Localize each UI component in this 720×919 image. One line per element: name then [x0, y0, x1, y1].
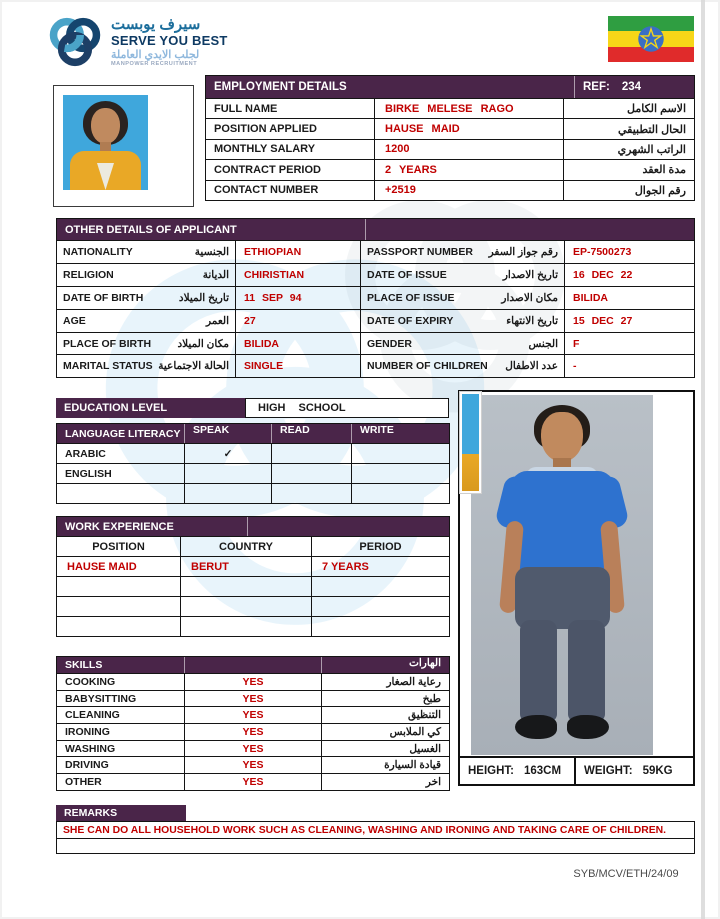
field-value: 11 SEP 94: [235, 287, 361, 309]
col-write: WRITE: [351, 424, 449, 443]
photo-shirt: [511, 471, 614, 575]
other-details-row: [57, 309, 694, 332]
field-value: F: [564, 333, 694, 355]
ref-label: REF:: [583, 81, 610, 93]
full-body-photo-panel: [458, 390, 695, 786]
read-check: [271, 464, 351, 483]
skill-row: [57, 773, 449, 790]
field-label-ar: مدة العقد: [642, 164, 686, 177]
field-value: 16 DEC 22: [564, 264, 694, 286]
employment-row: [206, 159, 694, 179]
position-value: [57, 597, 180, 616]
other-details-row: [57, 332, 694, 355]
skill-arabic: التنظيق: [321, 707, 449, 723]
speak-check: [184, 484, 271, 503]
weight-value: 59KG: [642, 765, 673, 777]
field-label-ar: تاريخ الانتهاء: [506, 314, 558, 327]
passport-photo: [63, 95, 148, 190]
field-label-en: PASSPORT NUMBER: [367, 245, 473, 258]
field-label-ar: تاريخ الاصدار: [502, 268, 558, 281]
period-value: [311, 617, 449, 636]
passport-photo-box: [53, 85, 194, 207]
period-value: [311, 597, 449, 616]
skills-title: SKILLS: [65, 659, 103, 671]
field-label-en: NUMBER OF CHILDREN: [367, 360, 488, 373]
skill-arabic: طبخ: [321, 691, 449, 707]
field-label-ar: الحالة الاجتماعية: [158, 360, 229, 373]
skill-name: COOKING: [65, 675, 116, 688]
skills-header-spacer: [184, 657, 321, 673]
skill-name: WASHING: [65, 742, 116, 755]
logo-arabic-title: سيرف يوبست: [111, 16, 201, 34]
skill-name: IRONING: [65, 725, 110, 738]
field-label-ar: رقم الجوال: [634, 184, 686, 197]
work-experience-header-spacer: [247, 517, 449, 536]
skill-value: YES: [184, 774, 321, 790]
field-value: CHIRISTIAN: [235, 264, 361, 286]
write-check: [351, 484, 449, 503]
field-value: BIRKE MELESE RAGO: [374, 99, 564, 118]
work-experience-row: [57, 616, 449, 636]
employment-row: [206, 118, 694, 138]
language-name: ARABIC: [65, 447, 106, 460]
field-label-ar: الحال التطبيقي: [617, 123, 686, 136]
work-experience-header: [57, 517, 449, 536]
other-details-title: OTHER DETAILS OF APPLICANT: [65, 223, 237, 236]
skill-value: YES: [184, 741, 321, 757]
position-value: [57, 617, 180, 636]
skill-value: YES: [184, 674, 321, 690]
employment-details-header: [206, 76, 694, 98]
other-details-table: [56, 218, 695, 378]
logo-subtitle: MANPOWER RECRUITMENT: [111, 61, 198, 68]
full-body-photo: [471, 395, 653, 755]
write-check: [351, 464, 449, 483]
field-value: SINGLE: [235, 355, 361, 377]
field-value: EP-7500273: [564, 241, 694, 263]
education-level-label: EDUCATION LEVEL: [56, 398, 245, 418]
work-experience-title: WORK EXPERIENCE: [65, 520, 174, 533]
field-label-en: NATIONALITY: [63, 245, 133, 258]
field-value: 15 DEC 27: [564, 310, 694, 332]
field-value: +2519: [374, 181, 564, 200]
field-label-en: AGE: [63, 314, 86, 327]
skill-value: YES: [184, 707, 321, 723]
field-label-ar: العمر: [205, 314, 229, 327]
field-label-en: DATE OF EXPIRY: [367, 314, 454, 327]
other-details-row: [57, 263, 694, 286]
write-check: [351, 444, 449, 463]
work-experience-row: [57, 556, 449, 576]
remarks-text: SHE CAN DO ALL HOUSEHOLD WORK SUCH AS CLEANING, WASHING AND IRONING AND TAKING CARE OF CHILDREN.: [57, 822, 694, 839]
field-value: ETHIOPIAN: [235, 241, 361, 263]
col-period: PERIOD: [311, 537, 449, 556]
field-label-ar: الاسم الكامل: [627, 103, 686, 116]
language-name: [57, 484, 184, 503]
skills-title-arabic: الهارات: [321, 657, 449, 673]
skill-name: DRIVING: [65, 759, 109, 772]
field-value: BILIDA: [564, 287, 694, 309]
skill-name: OTHER: [65, 775, 102, 788]
col-language: LANGUAGE LITERACY: [65, 427, 181, 440]
field-label-ar: عدد الاطفال: [505, 360, 558, 373]
other-details-row: [57, 286, 694, 309]
country-value: [180, 597, 311, 616]
height-cell: [460, 758, 576, 784]
skill-row: [57, 740, 449, 757]
field-value: 1200: [374, 140, 564, 159]
field-label-ar: الديانة: [202, 268, 229, 281]
field-value: HAUSE MAID: [374, 119, 564, 138]
read-check: [271, 484, 351, 503]
col-read: READ: [271, 424, 351, 443]
other-details-row: [57, 240, 694, 263]
read-check: [271, 444, 351, 463]
language-row: [57, 443, 449, 463]
weight-label: WEIGHT:: [584, 765, 633, 777]
language-literacy-header: [57, 424, 449, 443]
employment-details-table: [205, 75, 695, 201]
skill-arabic: كي الملابس: [321, 724, 449, 740]
field-label-ar: مكان الميلاد: [177, 337, 229, 350]
skill-value: YES: [184, 724, 321, 740]
field-value: 2 YEARS: [374, 160, 564, 179]
photo-shoe: [515, 715, 557, 739]
work-experience-columns: [57, 536, 449, 556]
scan-edge: [701, 0, 705, 919]
field-label-en: GENDER: [367, 337, 412, 350]
education-level-bar: [56, 398, 449, 418]
photo-face: [541, 412, 583, 462]
skill-row: [57, 706, 449, 723]
col-country: COUNTRY: [180, 537, 311, 556]
skill-row: [57, 756, 449, 773]
skill-value: YES: [184, 691, 321, 707]
overlapping-photo-edge: [460, 392, 481, 493]
language-row: [57, 463, 449, 483]
skill-arabic: اخر: [321, 774, 449, 790]
skill-row: [57, 673, 449, 690]
speak-check: [184, 464, 271, 483]
skill-name: BABYSITTING: [65, 692, 137, 705]
language-name: ENGLISH: [65, 467, 112, 480]
other-details-header-spacer: [365, 219, 694, 240]
height-value: 163CM: [524, 765, 562, 777]
field-label-en: MONTHLY SALARY: [214, 143, 316, 156]
language-literacy-table: [56, 423, 450, 504]
flag-emblem-icon: [636, 24, 666, 54]
col-position: POSITION: [92, 540, 145, 553]
field-label-en: POSITION APPLIED: [214, 123, 317, 136]
work-experience-row: [57, 576, 449, 596]
field-label-en: MARITAL STATUS: [63, 360, 153, 373]
field-label-ar: تاريخ الميلاد: [178, 291, 229, 304]
other-details-header: [57, 219, 694, 240]
col-speak: SPEAK: [184, 424, 271, 443]
skill-arabic: قيادة السيارة: [321, 757, 449, 773]
country-value: [180, 577, 311, 596]
field-label-en: FULL NAME: [214, 102, 278, 115]
other-details-row: [57, 354, 694, 377]
skills-header: [57, 657, 449, 673]
ref-cell: [574, 76, 694, 98]
employment-row: [206, 139, 694, 159]
field-label-en: RELIGION: [63, 268, 114, 281]
employment-row: [206, 180, 694, 200]
work-experience-row: [57, 596, 449, 616]
employment-header-title: EMPLOYMENT DETAILS: [214, 81, 347, 93]
ethiopia-flag-icon: [608, 16, 694, 62]
logo-title: SERVE YOU BEST: [111, 32, 228, 48]
photo-leg: [568, 620, 605, 722]
skill-value: YES: [184, 757, 321, 773]
period-value: 7 YEARS: [311, 557, 449, 576]
remarks-empty-row: [57, 839, 694, 853]
field-value: 27: [235, 310, 361, 332]
work-experience-table: [56, 516, 450, 637]
field-label-ar: مكان الاصدار: [501, 291, 558, 304]
field-value: -: [564, 355, 694, 377]
skill-arabic: الغسيل: [321, 741, 449, 757]
field-label-ar: الجنس: [528, 337, 558, 350]
field-label-en: PLACE OF ISSUE: [367, 291, 455, 304]
weight-cell: [576, 758, 693, 784]
field-label-en: PLACE OF BIRTH: [63, 337, 152, 350]
country-value: [180, 617, 311, 636]
speak-check: ✓: [184, 444, 271, 463]
logo-text: [111, 13, 227, 71]
country-value: BERUT: [180, 557, 311, 576]
position-value: HAUSE MAID: [67, 560, 137, 573]
position-value: [57, 577, 180, 596]
photo-edge-yellow: [462, 454, 479, 491]
logo-knot-icon: [46, 13, 104, 71]
field-label-ar: الراتب الشهري: [617, 143, 686, 156]
field-label-en: DATE OF BIRTH: [63, 291, 144, 304]
document-reference-code: SYB/MCV/ETH/24/09: [573, 868, 679, 880]
field-label-ar: الجنسية: [194, 245, 229, 258]
field-label-en: CONTRACT PERIOD: [214, 163, 321, 176]
field-label-ar: رقم جواز السفر: [488, 245, 558, 258]
logo-arabic-subtitle: لجلب الايدي العاملة: [111, 48, 200, 61]
skill-row: [57, 723, 449, 740]
skills-table: [56, 656, 450, 791]
field-label-en: CONTACT NUMBER: [214, 184, 319, 197]
employment-row: [206, 98, 694, 118]
language-row: [57, 483, 449, 503]
remarks-header: REMARKS: [56, 805, 186, 821]
photo-shoe: [567, 715, 609, 739]
photo-leg: [520, 620, 557, 722]
skill-arabic: رعاية الصغار: [321, 674, 449, 690]
agency-logo: [46, 13, 227, 71]
remarks-body: [56, 821, 695, 854]
period-value: [311, 577, 449, 596]
education-level-value: HIGH SCHOOL: [245, 398, 449, 418]
field-label-en: DATE OF ISSUE: [367, 268, 447, 281]
photo-face: [91, 108, 120, 144]
height-label: HEIGHT:: [468, 765, 514, 777]
height-weight-row: [458, 756, 695, 786]
photo-edge-blue: [462, 394, 479, 454]
skill-row: [57, 690, 449, 707]
skill-name: CLEANING: [65, 709, 120, 722]
ref-value: 234: [621, 81, 642, 93]
field-value: BILIDA: [235, 333, 361, 355]
